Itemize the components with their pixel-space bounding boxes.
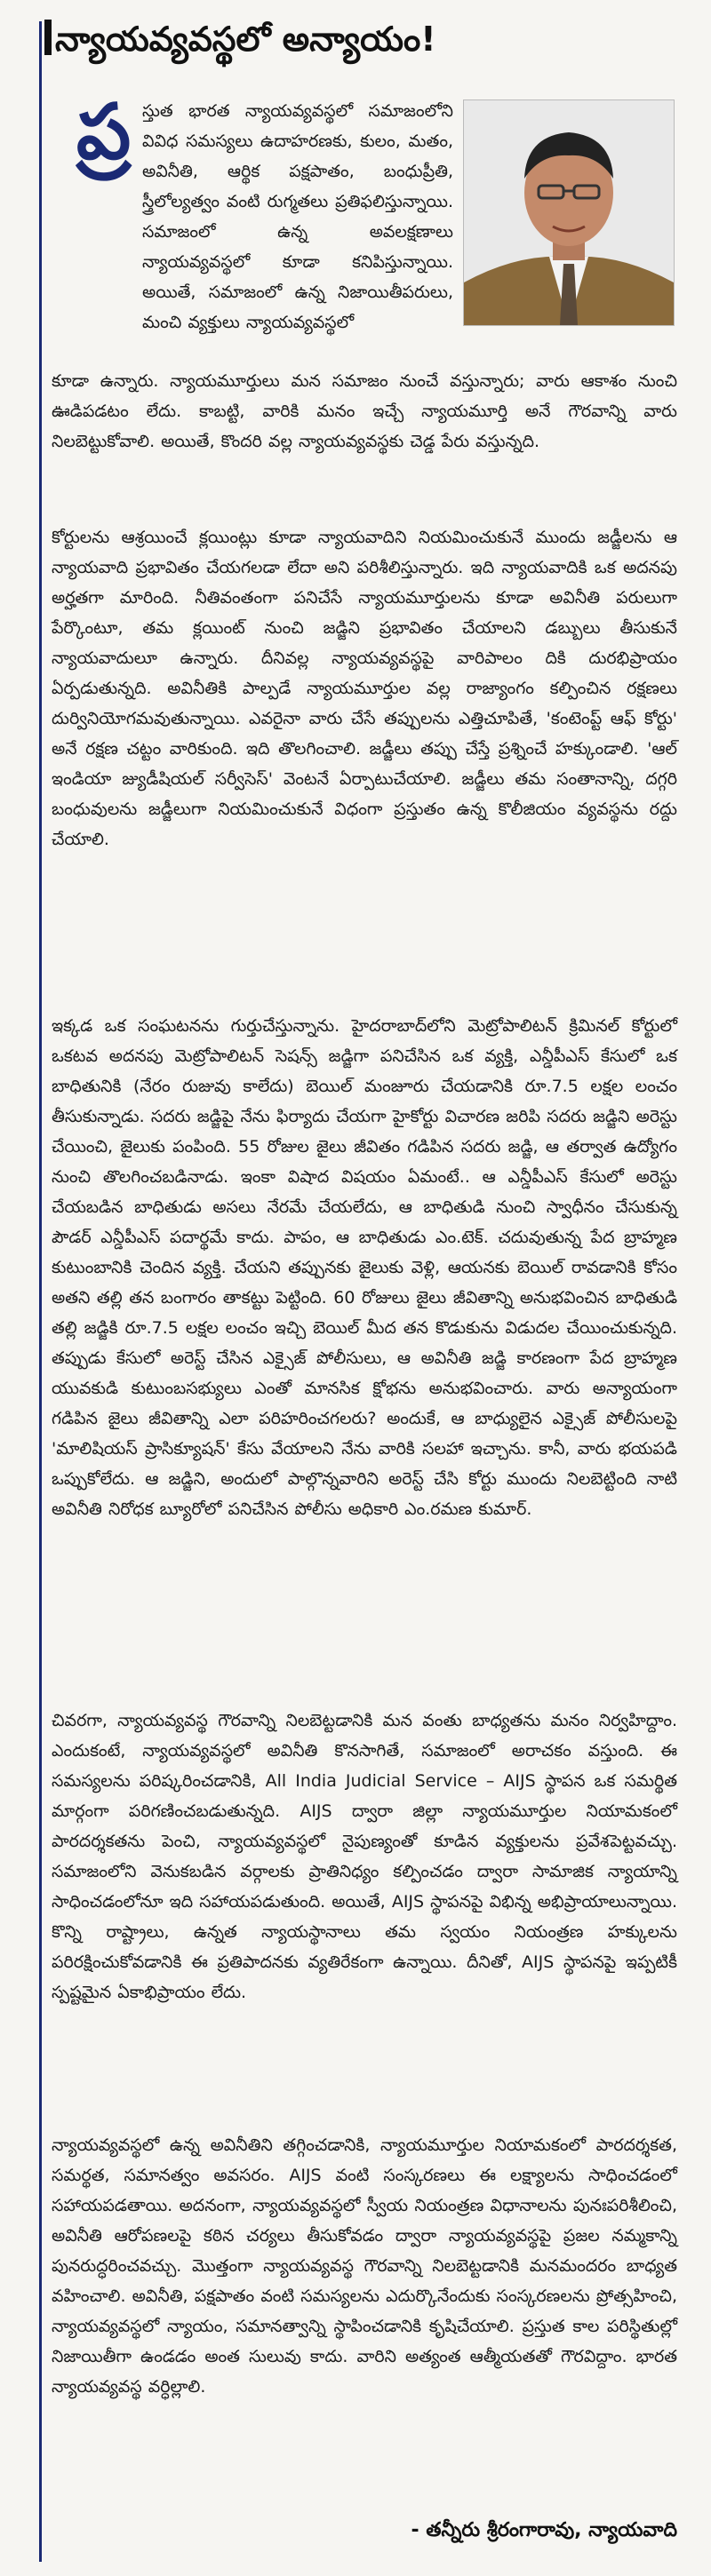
- headline: న్యాయవ్యవస్థలో అన్యాయం!: [55, 20, 436, 59]
- paragraph-clients-and-contempt: కోర్టులను ఆశ్రయించే క్లయింట్లు కూడా న్యాయవాదిని నియమించుకునే ముందు జడ్జీలను ఆ న్యాయవాది ప్రభావితం చేయగలడా లేదా అని పరిశీలిస్తున్నారు. ఇది న్యాయవాదికి ఒక అదనపు అర్హతగా మారింది. నీతివంతంగా పనిచేసే న్యాయమూర్తులను కూడా అవినీతి పరులుగా పేర్కొంటూ, తమ క్లయింట్ నుంచి జడ్జిని ప్రభావితం చేయాలని డబ్బులు తీసుకునే న్యాయవాదులూ ఉన్నారు. దీనివల్ల న్యాయవ్యవస్థపై వారిపాలం దికి దురభిప్రాయం ఏర్పడుతున్నది. అవినీతికి పాల్పడే న్యాయమూర్తుల వల్ల రాజ్యాంగం కల్పించిన రక్షణలు దుర్వినియోగమవుతున్నాయి. ఎవరైనా వారు చేసే తప్పులను ఎత్తిచూపితే, 'కంటెంప్ట్ ఆఫ్ కోర్టు' అనే రక్షణ చట్టం వారికుంది. ఇది తొలగించాలి. జడ్జీలు తప్పు చేస్తే ప్రశ్నించే హక్కుండాలి. 'ఆల్ ఇండియా జ్యుడీషియల్ సర్వీసెస్' వెంటనే ఏర్పాటుచేయాలి. జడ్జీలు తమ సంతానాన్ని, దగ్గరి బంధువులను జడ్జీలుగా నియమించుకునే విధంగా ప్రస్తుతం ఉన్న కొలీజియం వ్యవస్థను రద్దు చేయాలి.: [52, 528, 677, 849]
- author-signature: - తన్నీరు శ్రీరంగారావు, న్యాయవాది: [411, 2519, 677, 2541]
- paragraph-aijs: చివరగా, న్యాయవ్యవస్థ గౌరవాన్ని నిలబెట్టడానికి మన వంతు బాధ్యతను మనం నిర్వహిద్దాం. ఎందుకంటే, న్యాయవ్యవస్థలో అవినీతి కొనసాగితే, సమాజంలో అరాచకం వస్తుంది. ఈ సమస్యలను పరిష్కరించడానికి, All India Judicial Service – AIJS స్థాపన ఒక సమర్థిత మార్గంగా పరిగణించబడుతున్నది. AIJS ద్వారా జిల్లా న్యాయమూర్తుల నియామకంలో పారదర్శకతను పెంచి, న్యాయవ్యవస్థలో నైపుణ్యంతో కూడిన వ్యక్తులను ప్రవేశపెట్టవచ్చు. సమాజంలోని వెనుకబడిన వర్గాలకు ప్రాతినిధ్యం కల్పించడం ద్వారా సామాజిక న్యాయాన్ని సాధించడంలోనూ ఇది సహాయపడుతుంది. అయితే, AIJS స్థాపనపై విభిన్న అభిప్రాయాలున్నాయి. కొన్ని రాష్ట్రాలు, ఉన్నత న్యాయస్థానాలు తమ స్వయం నియంత్రణ హక్కులను పరిరక్షించుకోవడానికి ఈ ప్రతిపాదనకు వ్యతిరేకంగా ఉన్నాయి. దీనితో, AIJS స్థాపనపై ఇప్పటికీ స్పష్టమైన ఏకాభిప్రాయం లేదు.: [52, 1711, 677, 2002]
- author-photo: [463, 99, 675, 326]
- drop-cap-letter: ప్ర: [76, 88, 132, 177]
- author-portrait-image: [464, 100, 674, 325]
- paragraph-intro-continued: కూడా ఉన్నారు. న్యాయమూర్తులు మన సమాజం నుంచే వస్తున్నారు; వారు ఆకాశం నుంచి ఊడిపడటం లేదు. కాబట్టి, వారికి మనం ఇచ్చే న్యాయమూర్తి అనే గౌరవాన్ని వారు నిలబెట్టుకోవాలి. అయితే, కొందరి వల్ల న్యాయవ్యవస్థకు చెడ్డ పేరు వస్తున్నది.: [52, 371, 677, 451]
- paragraph-intro-side: స్తుత భారత న్యాయవ్యవస్థలో సమాజంలోని వివిధ సమస్యలు ఉదాహరణకు, కులం, మతం, అవినీతి, ఆర్థిక పక్షపాతం, బంధుప్రీతి, స్త్రీలోల్యత్వం వంటి రుగ్మతలు ప్రతిఫలిస్తున్నాయి. సమాజంలో ఉన్న అవలక్షణాలు న్యాయవ్యవస్థలో కూడా కనిపిస్తున్నాయి. అయితే, సమాజంలో ఉన్న నిజాయితీపరులు, మంచి వ్యక్తులు న్యాయవ్యవస్థలో: [142, 101, 453, 332]
- paragraph-hyderabad-incident: ఇక్కడ ఒక సంఘటనను గుర్తుచేస్తున్నాను. హైదరాబాద్‌లోని మెట్రోపాలిటన్ క్రిమినల్ కోర్టులో ఒకటవ అదనపు మెట్రోపాలిటన్ సెషన్స్ జడ్జిగా పనిచేసిన ఒక వ్యక్తి, ఎన్డీపీఎస్ కేసులో ఒక బాధితునికి (నేరం రుజువు కాలేదు) బెయిల్ మంజూరు చేయడానికి రూ.7.5 లక్షల లంచం తీసుకున్నాడు. సదరు జడ్జిపై నేను ఫిర్యాదు చేయగా హైకోర్టు విచారణ జరిపి సదరు జడ్జిని అరెస్టు చేయించి, జైలుకు పంపింది. 55 రోజుల జైలు జీవితం గడిపిన సదరు జడ్జి, ఆ తర్వాత ఉద్యోగం నుంచి తొలగించబడినాడు. ఇంకా విషాద విషయం ఏమంటే.. ఆ ఎన్డీపీఎస్ కేసులో అరెస్టు చేయబడిన బాధితుడు అసలు నేరమే చేయలేదు, ఆ బాధితుడి నుంచి స్వాధీనం చేసుకున్న పౌడర్ ఎన్డీపీఎస్ పదార్థమే కాదు. పాపం, ఆ బాధితుడు ఎం.టెక్. చదువుతున్న పేద బ్రాహ్మణ కుటుంబానికి చెందిన వ్యక్తి. చేయని తప్పునకు జైలుకు వెళ్లి, ఆయనకు బెయిల్ రావడానికి కోసం అతని తల్లి తన బంగారం తాకట్టు పెట్టింది. 60 రోజులు జైలు జీవితాన్ని అనుభవించిన బాధితుడి తల్లి జడ్జికి రూ.7.5 లక్షల లంచం ఇచ్చి బెయిల్ మీద తన కొడుకును విడుదల చేయించుకున్నది. తప్పుడు కేసులో అరెస్ట్ చేసిన ఎక్సైజ్ పోలీసులు, ఆ అవినీతి జడ్జి కారణంగా పేద బ్రాహ్మణ యువకుడి కుటుంబసభ్యులు ఎంతో మానసిక క్షోభను అనుభవించారు. వారు అన్యాయంగా గడిపిన జైలు జీవితాన్ని ఎలా పరిహరించగలరు? అందుకే, ఆ బాధ్యులైన ఎక్సైజ్ పోలీసులపై 'మాలిషియస్ ప్రాసిక్యూషన్' కేసు వేయాలని నేను వారికి సలహా ఇచ్చాను. కానీ, వారు భయపడి ఒప్పుకోలేదు. ఆ జడ్జిని, అందులో పాల్గొన్నవారిని అరెస్ట్ చేసి కోర్టు ముందు నిలబెట్టింది నాటి అవినీతి నిరోధక బ్యూరోలో పనిచేసిన పోలీసు అధికారి ఎం.రమణ కుమార్.: [52, 1016, 677, 1519]
- headline-marker: [44, 20, 52, 55]
- left-margin-rule: [39, 21, 42, 2562]
- paragraph-conclusion: న్యాయవ్యవస్థలో ఉన్న అవినీతిని తగ్గించడానికి, న్యాయమూర్తుల నియామకంలో పారదర్శకత, సమర్థత, సమానత్వం అవసరం. AIJS వంటి సంస్కరణలు ఈ లక్ష్యాలను సాధించడంలో సహాయపడతాయి. అదనంగా, న్యాయవ్యవస్థలో స్వీయ నియంత్రణ విధానాలను పునఃపరిశీలించి, అవినీతి ఆరోపణలపై కఠిన చర్యలు తీసుకోవడం ద్వారా న్యాయవ్యవస్థపై ప్రజల నమ్మకాన్ని పునరుద్ధరించవచ్చు. మొత్తంగా న్యాయవ్యవస్థ గౌరవాన్ని నిలబెట్టడానికి మనమందరం బాధ్యత వహించాలి. అవినీతి, పక్షపాతం వంటి సమస్యలను ఎదుర్కొనేందుకు సంస్కరణలను ప్రోత్సహించి, న్యాయవ్యవస్థలో న్యాయం, సమానత్వాన్ని స్థాపించడానికి కృషిచేయాలి. ప్రస్తుత కాల పరిస్థితుల్లో నిజాయితీగా ఉండడం అంత సులువు కాదు. వారిని అత్యంత ఆత్మీయతతో గౌరవిద్దాం. భారత న్యాయవ్యవస్థ వర్ధిల్లాలి.: [52, 2135, 677, 2397]
